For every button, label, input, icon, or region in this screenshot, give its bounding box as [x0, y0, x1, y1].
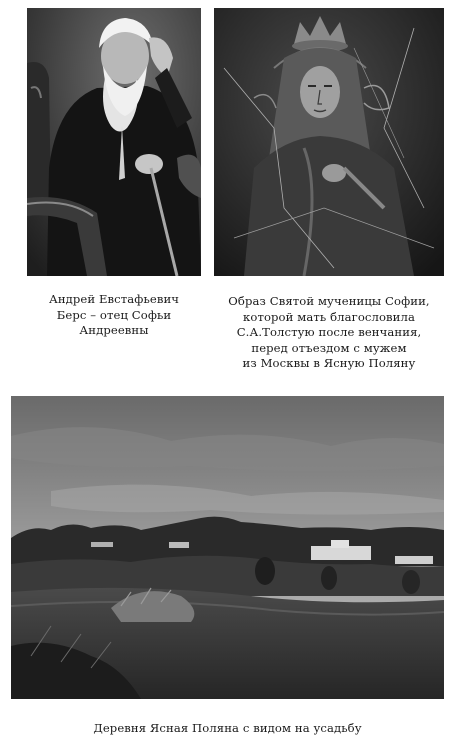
portrait-caption-line: Андреевны	[79, 323, 149, 337]
portrait-caption-line: Берс – отец Софьи	[56, 307, 172, 322]
portrait-caption-line: Андрей Евстафьевич	[48, 292, 180, 306]
icon-caption-line: Образ Святой мученицы Софии,	[228, 294, 430, 308]
icon-caption	[214, 294, 444, 372]
icon-caption-line: которой мать благословила	[243, 309, 415, 324]
portrait-caption	[27, 292, 201, 339]
landscape-photo-image	[11, 396, 444, 699]
portrait-photo-image	[27, 8, 201, 276]
landscape-caption-line: Деревня Ясная Поляна с видом на усадьбу	[93, 721, 362, 735]
icon-photo	[214, 8, 444, 276]
icon-caption-line: С.А.Толстую после венчания,	[236, 325, 422, 339]
landscape-caption	[11, 721, 444, 737]
icon-caption-line: перед отъездом с мужем	[251, 340, 407, 355]
portrait-photo	[27, 8, 201, 276]
icon-photo-image	[214, 8, 444, 276]
icon-caption-line: из Москвы в Ясную Поляну	[242, 356, 416, 370]
landscape-photo	[11, 396, 444, 699]
